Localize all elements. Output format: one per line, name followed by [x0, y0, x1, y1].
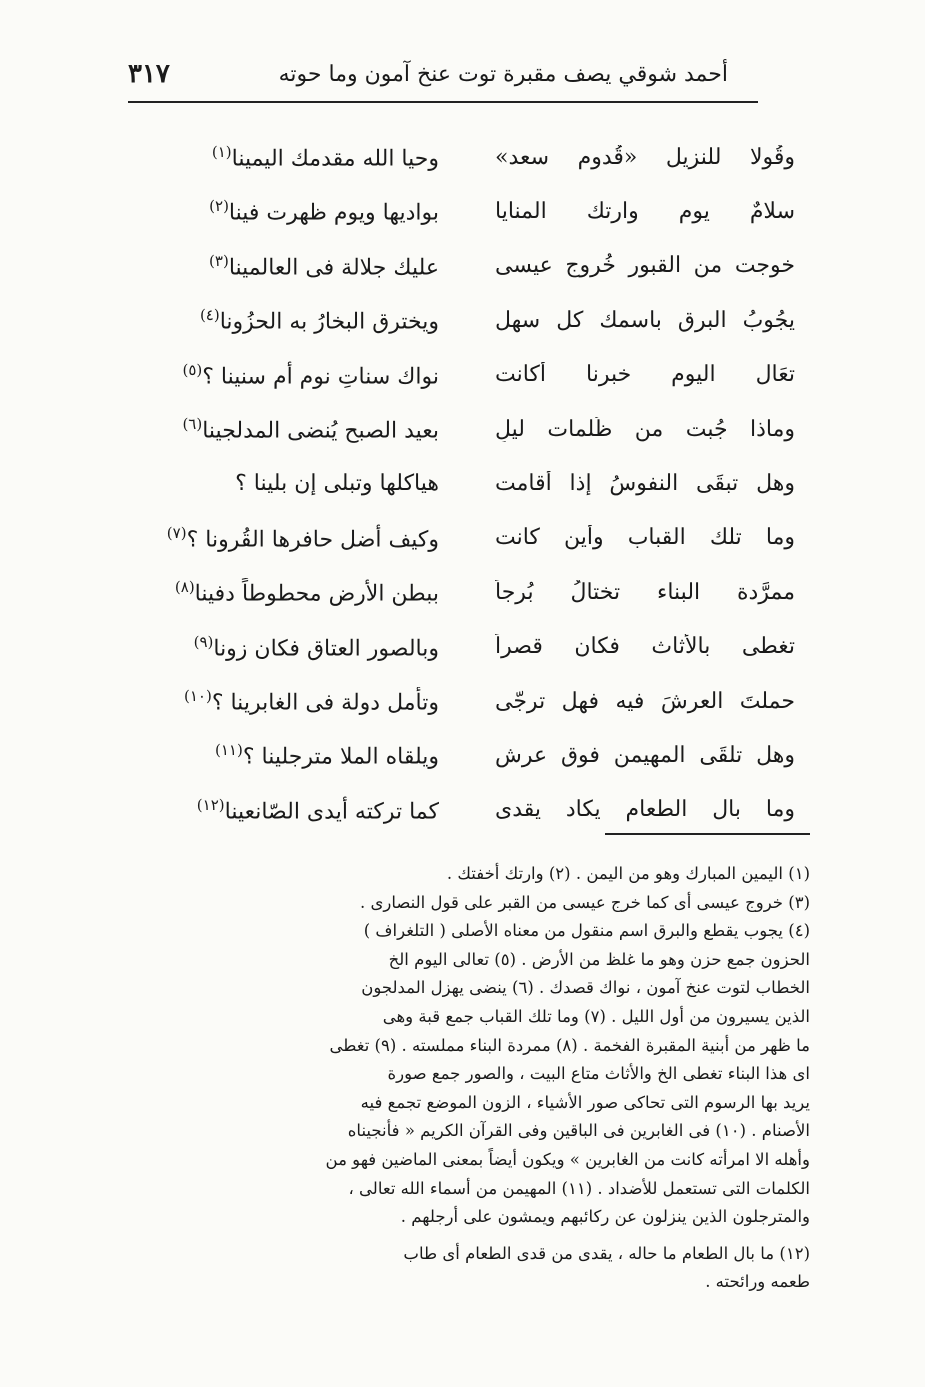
verse-second-hemistich-text: عليك جلالة فى العالمينا [228, 255, 439, 281]
verse-first-hemistich: تغطى بالأثاث فكان قصراً [495, 634, 795, 660]
footnote-line: والمترجلون الذين ينزلون عن ركائبهم ويمشون على أرجلهم . [400, 1207, 810, 1227]
footnote-line: الكلمات التى تستعمل للأضداد . (١١) المهيمن من أسماء الله تعالى ، [348, 1178, 810, 1198]
verse-second-hemistich [115, 361, 439, 389]
footnote-line: اى هذا البناء تغطى الخ والأثاث متاع البيت ، والصور جمع صورة [387, 1064, 810, 1084]
footnote-line: (٣) خروج عيسى أى كما خرج عيسى من القبر على قول النصارى . [359, 892, 810, 912]
verse-first-hemistich: وما بال الطعام يكاد يقدى [495, 797, 795, 823]
verse [115, 239, 795, 293]
verse [115, 348, 795, 402]
verse-second-hemistich [115, 143, 439, 171]
verse-second-hemistich-text: بعيد الصبح يُنضى المدلجينا [202, 418, 439, 444]
verse-first-hemistich: حملتَ العرشَ فيه فهل ترجّى [495, 688, 795, 714]
verse-second-hemistich-text: ويخترق البخارُ به الحزُونا [219, 309, 439, 335]
footnote-reference: (٤) [199, 306, 220, 325]
verse-second-hemistich [115, 741, 439, 769]
verse [115, 565, 795, 619]
header-rule [128, 101, 758, 103]
footnote-line: الحزون جمع حزن وهو ما غلظ من الأرض . (٥) تعالى اليوم الخ [388, 949, 810, 969]
footnote-line: طعمه ورائحته . [705, 1272, 810, 1292]
verse-second-hemistich [115, 524, 439, 552]
footnote-line: وأهله الا امرأته كانت من الغابرين » ويكون أيضاً بمعنى الماضين فهو من [325, 1149, 810, 1169]
verse-first-hemistich: خوجت من القبور خُروج عيسى [495, 253, 795, 279]
verse [115, 184, 795, 238]
verse-first-hemistich: تعَال اليوم خبرنا أكانت [495, 362, 795, 388]
footnote-line: الذين يسيرون من أول الليل . (٧) وما تلك القباب جمع قبة وهى [382, 1006, 810, 1026]
footnote-line: (١٢) ما بال الطعام ما حاله ، يقدى من قدى الطعام أى طاب [403, 1243, 810, 1263]
verse-second-hemistich [115, 633, 439, 661]
footnote-line: (١) اليمين المبارك وهو من اليمن . (٢) وارتك أخفتك . [446, 864, 810, 883]
footnote-reference: (٩) [193, 632, 214, 651]
verse-first-hemistich: وقُولا للنزيل «قُدوم سعد» [495, 144, 795, 170]
footnote-reference: (١) [211, 143, 232, 162]
verse-first-hemistich: وماذا جُبت من ظُلمات ليلٍ [495, 416, 795, 442]
verse-second-hemistich [115, 197, 439, 225]
footnote-line: يريد بها الرسوم التى تحاكى صور الأشياء ، الزون الموضع تجمع فيه [360, 1092, 810, 1112]
footnotes [120, 860, 810, 1297]
verse-first-hemistich: ممرَّدة البناء تختالُ بُرجاً [495, 579, 795, 605]
footnote-line: الأصنام . (١٠) فى الغابرين فى الباقين وفى القرآن الكريم « فأنجيناه [347, 1121, 810, 1141]
verse-first-hemistich: سلامٌ يوم وارتك المنايا [495, 199, 795, 225]
verse [115, 728, 795, 782]
verse-first-hemistich: وهل تلقَى المهيمن فوق عرش [495, 742, 795, 768]
verse-second-hemistich [115, 796, 439, 824]
verse-second-hemistich [115, 415, 439, 443]
verse [115, 402, 795, 456]
footnote-line: ما ظهر من أبنية المقبرة الفخمة . (٨) ممردة البناء مملسته . (٩) تغطى [329, 1035, 810, 1055]
verse-second-hemistich [115, 578, 439, 606]
verse-second-hemistich [115, 471, 439, 496]
verse-second-hemistich-text: هياكلها وتبلى إن بلينا ؟ [235, 471, 439, 497]
footnote-reference: (٨) [174, 578, 195, 597]
footnote-line: الخطاب لتوت عنخ آمون ، نواك قصدك . (٦) ينضى يهزل المدلجون [361, 978, 810, 998]
page-header [128, 52, 728, 96]
verse [115, 293, 795, 347]
verse [115, 130, 795, 184]
verse-second-hemistich [115, 252, 439, 280]
footnote-reference: (١١) [215, 741, 243, 760]
verse-first-hemistich: وهل تبقَى النفوسُ إذا أقامت [495, 471, 795, 497]
verse-second-hemistich-text: بواديها ويوم ظهرت فينا [228, 200, 439, 226]
footnote-reference: (٣) [209, 251, 229, 270]
page-number: ٣١٧ [128, 59, 170, 89]
verse [115, 620, 795, 674]
running-title: أحمد شوقي يصف مقبرة توت عنخ آمون وما حوته [278, 61, 728, 87]
verse-second-hemistich-text: ببطن الأرض محطوطاً دفينا [194, 581, 439, 607]
verse-second-hemistich-text: وحيا الله مقدمك اليمينا [231, 146, 439, 172]
verse-second-hemistich-text: وبالصور العتاق فكان زونا [213, 635, 439, 661]
verse-first-hemistich: وما تلك القباب وأين كانت [495, 525, 795, 551]
poem [115, 130, 795, 837]
verse-second-hemistich [115, 687, 439, 715]
verse-second-hemistich-text: ويلقاه الملا مترجلينا ؟ [242, 744, 439, 770]
footnote-rule [605, 833, 810, 835]
footnote-line: (٤) يجوب يقطع والبرق اسم منقول من معناه الأصلى ( التلغراف ) [363, 921, 810, 941]
footnote-reference: (٥) [182, 360, 203, 379]
footnote-reference: (٧) [166, 523, 187, 542]
footnote-reference: (٦) [182, 414, 203, 433]
verse-second-hemistich-text: نواك سناتِ نومٍ أم سنينا ؟ [202, 363, 439, 389]
verse [115, 456, 795, 510]
verse-second-hemistich-text: وتأمل دولة فى الغابرينا ؟ [211, 690, 439, 716]
footnote-reference: (١٠) [183, 686, 212, 705]
verse [115, 783, 795, 837]
footnote-reference: (١٢) [196, 795, 225, 814]
verse-first-hemistich: يجُوبُ البرق باسمك كل سهل [495, 307, 795, 333]
verse-second-hemistich [115, 306, 439, 334]
verse [115, 674, 795, 728]
verse-second-hemistich-text: كما تركته أيدى الصّانعينا [224, 799, 439, 825]
verse-second-hemistich-text: وكيف أضل حافرها القُرونا ؟ [186, 527, 439, 553]
footnote-reference: (٢) [209, 197, 229, 216]
verse [115, 511, 795, 565]
